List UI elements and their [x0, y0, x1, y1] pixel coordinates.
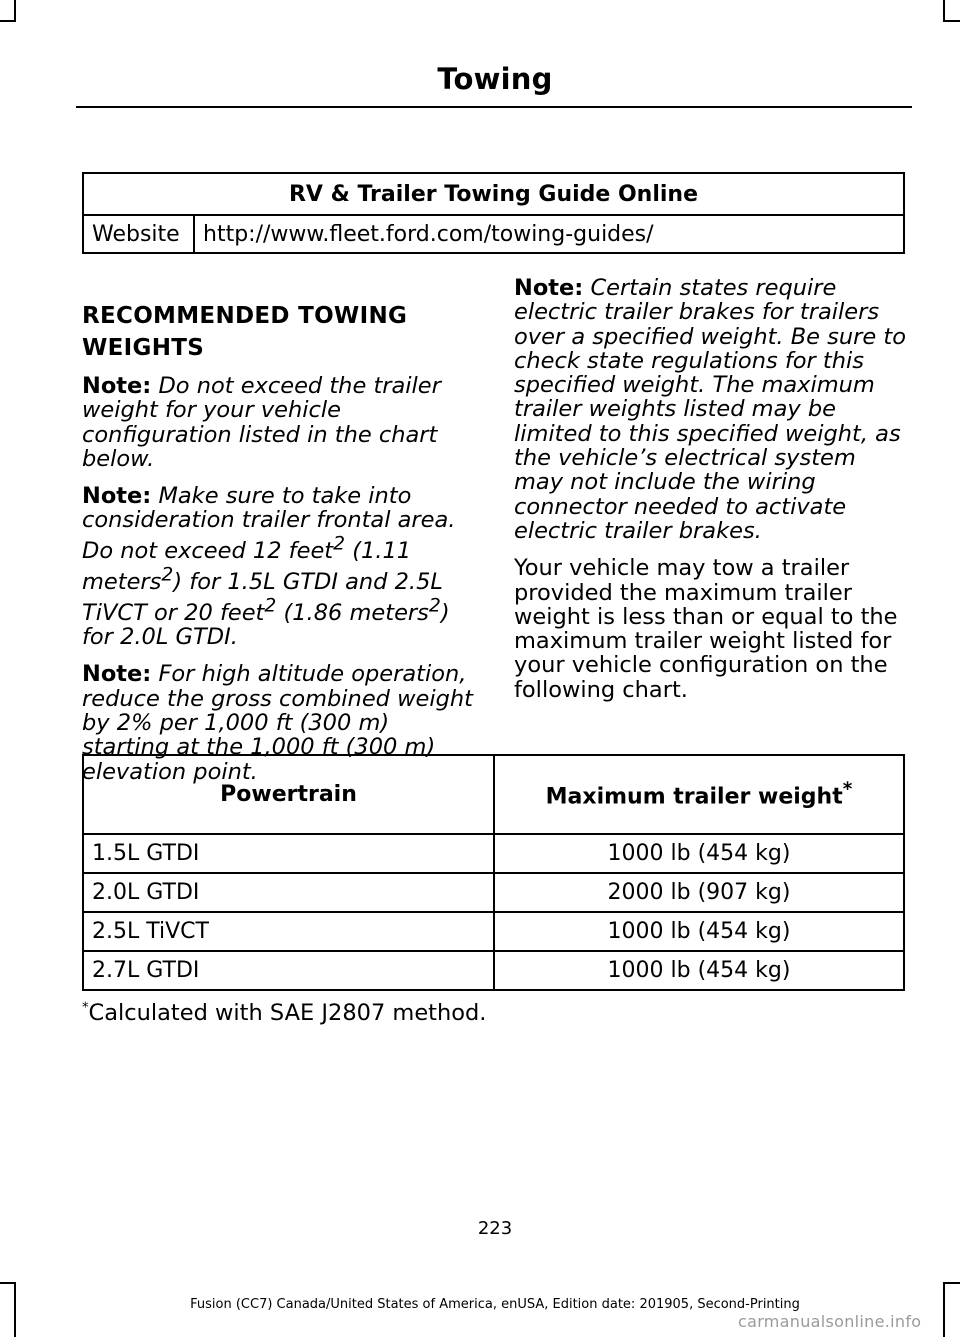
- note-trailer-weight: [82, 374, 477, 471]
- powertrain-cell: 2.5L TiVCT: [83, 912, 494, 951]
- note-text: Certain states require electric trailer brakes for trailers over a specified weight. Be sure to check state regulations for this specified weight. The maximum trailer weights listed may be limited to this specified weight, as the vehicle’s electrical system may not include the wiring connector needed to activate electric trailer brakes.: [514, 275, 906, 544]
- crop-mark: [943, 1282, 960, 1284]
- crop-mark: [0, 1282, 16, 1284]
- body-paragraph: Your vehicle may tow a trailer provided the maximum trailer weight is less than or equal to the maximum trailer weight listed for your vehicle configuration on the following chart.: [514, 555, 898, 703]
- note-text: For high altitude operation, reduce the gross combined weight by 2% per 1,000 ft (300 m) starting at the 1,000 ft (300 m) elevation point.: [82, 661, 473, 785]
- powertrain-header: Powertrain: [83, 755, 494, 834]
- crop-mark: [943, 20, 960, 22]
- watermark: carmanualsonline.info: [738, 1312, 922, 1331]
- powertrain-cell: 2.7L GTDI: [83, 951, 494, 990]
- table-row: [83, 834, 904, 873]
- right-column: [514, 276, 909, 715]
- page-title: Towing: [437, 62, 553, 96]
- section-title: [82, 300, 477, 364]
- page-number: 223: [477, 1218, 513, 1239]
- note-lead: Note:: [82, 483, 152, 510]
- crop-mark: [0, 20, 16, 22]
- table-header-row: [83, 755, 904, 834]
- weight-cell: 1000 lb (454 kg): [494, 912, 904, 951]
- powertrain-cell: 2.0L GTDI: [83, 873, 494, 912]
- towing-guide-table-title: RV & Trailer Towing Guide Online: [83, 173, 904, 215]
- section-title-line: RECOMMENDED TOWING: [82, 303, 408, 329]
- table-footnote: *Calculated with SAE J2807 method.: [82, 1000, 487, 1026]
- note-lead: Note:: [514, 275, 584, 301]
- table-row: [83, 912, 904, 951]
- trailer-weight-table: [82, 754, 905, 991]
- table-row: [83, 215, 904, 253]
- crop-mark: [14, 0, 16, 22]
- weight-cell: 1000 lb (454 kg): [494, 834, 904, 873]
- website-label: Website: [83, 215, 194, 253]
- crop-mark: [943, 0, 945, 22]
- note-lead: Note:: [82, 373, 152, 399]
- weight-cell: 2000 lb (907 kg): [494, 873, 904, 912]
- note-electric-brakes: [514, 276, 909, 543]
- edition-footer: Fusion (CC7) Canada/United States of America, enUSA, Edition date: 201905, Second-Printing: [190, 1297, 800, 1312]
- table-row: [83, 951, 904, 990]
- section-title-line: WEIGHTS: [82, 335, 205, 361]
- weight-header: Maximum trailer weight*: [494, 755, 904, 834]
- website-link[interactable]: http://www.fleet.ford.com/towing-guides/: [194, 215, 904, 253]
- left-column: [82, 300, 477, 797]
- note-frontal-area: [82, 484, 477, 649]
- towing-guide-table: [82, 172, 905, 254]
- powertrain-cell: 1.5L GTDI: [83, 834, 494, 873]
- weight-cell: 1000 lb (454 kg): [494, 951, 904, 990]
- table-row: [83, 873, 904, 912]
- note-text: Make sure to take into consideration trailer frontal area. Do not exceed 12 feet$^2$ (1.11 meters$^2$) for 1.5L GTDI and 2.5L TiVCT or 20 feet$^2$ (1.86 meters$^2$) for 2.0L GTDI.: [82, 483, 456, 651]
- header-divider: [76, 106, 912, 108]
- note-text: Do not exceed the trailer weight for your vehicle configuration listed in the chart below.: [82, 373, 441, 472]
- note-lead: Note:: [82, 661, 152, 688]
